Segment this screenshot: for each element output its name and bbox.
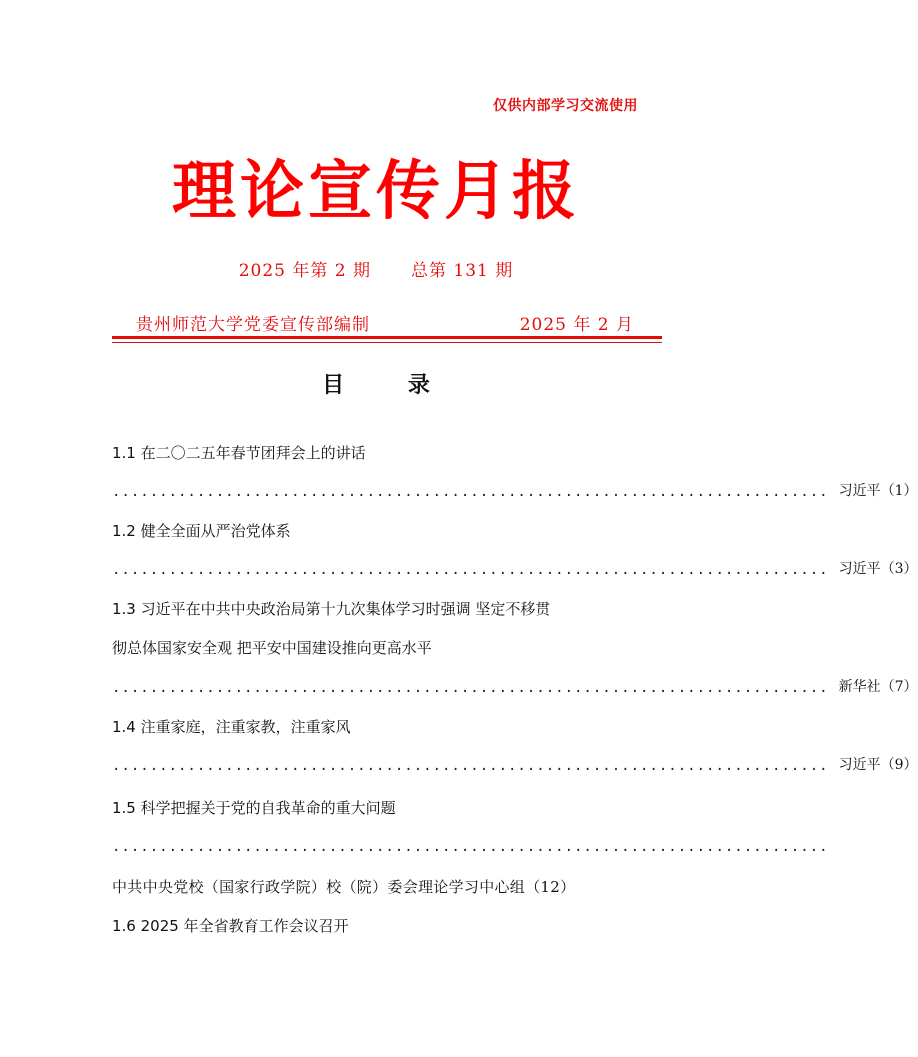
- issue-left: 2025 年第 2 期: [238, 261, 372, 281]
- toc-item-2-title[interactable]: 1.2 健全全面从严治党体系: [112, 522, 291, 540]
- toc-item-1-title[interactable]: 1.1 在二〇二五年春节团拜会上的讲话: [112, 444, 366, 462]
- toc-item-1-leader: [112, 478, 918, 500]
- editor-name: 贵州师范大学党委宣传部编制: [136, 315, 370, 335]
- publish-date: 2025 年 2 月: [519, 315, 634, 335]
- dot-leader: ............................................................................: [112, 758, 829, 774]
- header-rule-thick: [112, 336, 662, 339]
- toc-item-4-title[interactable]: 1.4 注重家庭，注重家教，注重家风: [112, 718, 351, 736]
- dot-leader: ............................................................................: [112, 562, 829, 578]
- toc-item-2-leader: [112, 556, 918, 578]
- toc-item-4-author: 习近平（9）: [838, 757, 918, 773]
- toc-item-3-author: 新华社（7）: [838, 679, 918, 695]
- toc-title: 目 录: [322, 373, 430, 398]
- dot-leader: ............................................................................: [112, 484, 829, 500]
- editor-row: [136, 310, 634, 335]
- toc-item-5-author: 中共中央党校（国家行政学院）校（院）委会理论学习中心组（12）: [112, 878, 576, 896]
- internal-use-notice: 仅供内部学习交流使用: [493, 98, 638, 114]
- issue-number: [0, 256, 752, 281]
- toc-item-3-title-line1[interactable]: 1.3 习近平在中共中央政治局第十九次集体学习时强调 坚定不移贯: [112, 600, 551, 618]
- header-rule-thin: [112, 342, 662, 343]
- toc-item-3-title-line2[interactable]: 彻总体国家安全观 把平安中国建设推向更高水平: [112, 639, 432, 657]
- toc-item-6-title[interactable]: 1.6 2025 年全省教育工作会议召开: [112, 917, 349, 935]
- toc-item-4-leader: [112, 752, 918, 774]
- toc-item-5-leader: [112, 833, 829, 855]
- masthead-title: 理论宣传月报: [172, 154, 580, 229]
- toc-item-1-author: 习近平（1）: [838, 483, 918, 499]
- toc-item-3-leader: [112, 674, 918, 696]
- toc-item-5-title[interactable]: 1.5 科学把握关于党的自我革命的重大问题: [112, 799, 396, 817]
- issue-total: 总第 131 期: [411, 261, 514, 281]
- dot-leader: ............................................................................: [112, 680, 829, 696]
- toc-item-2-author: 习近平（3）: [838, 561, 918, 577]
- dot-leader: ............................................................................: [112, 839, 829, 855]
